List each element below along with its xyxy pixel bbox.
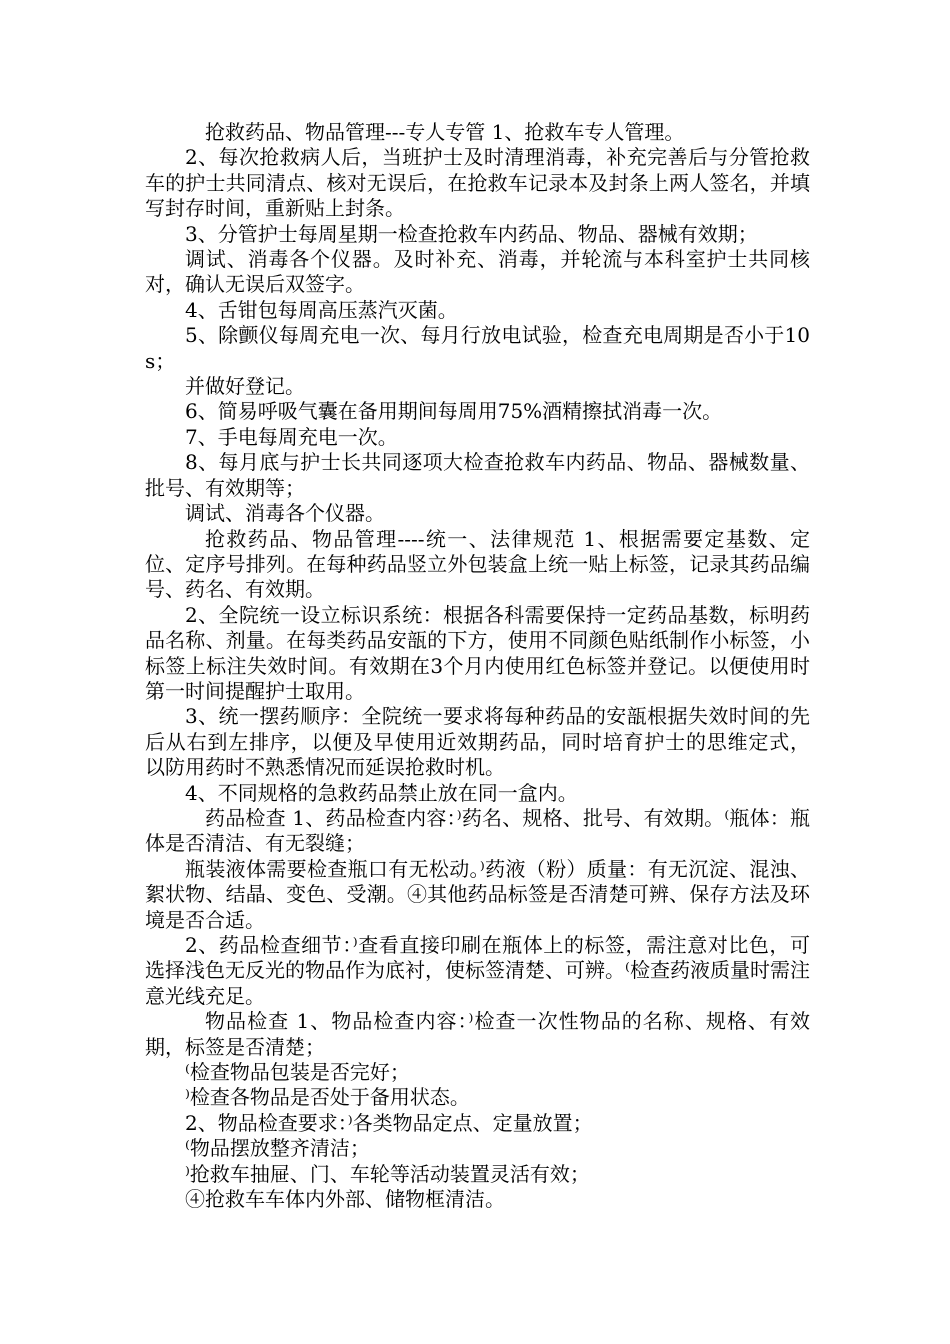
paragraph: ⁽物品摆放整齐清洁； bbox=[185, 1136, 370, 1161]
paragraph: 3、统一摆药顺序：全院统一要求将每种药品的安瓿根据失效时间的先后从右到左排序，以便及早使用近效期药品，同时培育护士的思维定式， 以防用药时不熟悉情况而延误抢救时机。 bbox=[145, 704, 810, 780]
paragraph: 3、分管护士每周星期一检查抢救车内药品、物品、器械有效期； bbox=[185, 221, 758, 246]
paragraph: 8、每月底与护士长共同逐项大检查抢救车内药品、物品、器械数量、批号、有效期等； bbox=[145, 450, 810, 500]
paragraph: 2、物品检查要求：⁾各类物品定点、定量放置； bbox=[185, 1110, 593, 1135]
paragraph: 药品检查 1、药品检查内容：⁾药名、规格、批号、有效期。⁽瓶体：瓶体是否清洁、有无裂缝； bbox=[145, 805, 810, 856]
paragraph: 抢救药品、物品管理---专人专管 1、抢救车专人管理。 bbox=[205, 120, 685, 144]
paragraph: 4、舌钳包每周高压蒸汽灭菌。 bbox=[185, 297, 458, 322]
paragraph: 7、手电每周充电一次。 bbox=[185, 424, 398, 449]
paragraph: ⁾检查各物品是否处于备用状态。 bbox=[185, 1085, 470, 1110]
document-body bbox=[145, 120, 810, 1212]
paragraph: 2、每次抢救病人后，当班护士及时清理消毒，补充完善后与分管抢救车的护士共同清点、核对无误后，在抢救车记录本及封条上两人签名，并填写封存时间，重新贴上封条。 bbox=[145, 145, 810, 221]
paragraph: 6、简易呼吸气囊在备用期间每周用75%酒精擦拭消毒一次。 bbox=[185, 399, 723, 424]
paragraph: ④抢救车车体内外部、储物框清洁。 bbox=[185, 1187, 505, 1212]
paragraph: ⁽检查物品包装是否完好； bbox=[185, 1060, 410, 1085]
paragraph: 瓶装液体需要检查瓶口有无松动。⁾药液（粉）质量：有无沉淀、混浊、絮状物、结晶、变色、受潮。④其他药品标签是否清楚可辨、保存方法及环境是否合适。 bbox=[145, 856, 810, 932]
paragraph: 抢救药品、物品管理----统一、法律规范 1、根据需要定基数、定位、定序号排列。在每种药品竖立外包装盒上统一贴上标签，记录其药品编号、药名、有效期。 bbox=[145, 526, 810, 602]
paragraph: 2、全院统一设立标识系统：根据各科需要保持一定药品基数，标明药品名称、剂量。在每类药品安瓿的下方，使用不同颜色贴纸制作小标签，小标签上标注失效时间。有效期在3个月内使用红色标签并登记。以便使用时第一时间提醒护士取用。 bbox=[145, 602, 810, 703]
paragraph: 并做好登记。 bbox=[185, 374, 305, 399]
paragraph: 调试、消毒各个仪器。及时补充、消毒，并轮流与本科室护士共同核对，确认无误后双签字。 bbox=[145, 247, 810, 297]
paragraph: 4、不同规格的急救药品禁止放在同一盒内。 bbox=[185, 780, 578, 805]
paragraph: ⁾抢救车抽屉、门、车轮等活动装置灵活有效； bbox=[185, 1161, 590, 1186]
paragraph: 2、药品检查细节：⁾查看直接印刷在瓶体上的标签，需注意对比色，可选择浅色无反光的物品作为底衬，使标签清楚、可辨。⁽检查药液质量时需注意光线充足。 bbox=[145, 933, 810, 1008]
paragraph: 物品检查 1、物品检查内容：⁾检查一次性物品的名称、规格、有效期，标签是否清楚； bbox=[145, 1009, 810, 1059]
paragraph: 5、除颤仪每周充电一次、每月行放电试验，检查充电周期是否小于10s； bbox=[145, 323, 810, 373]
paragraph: 调试、消毒各个仪器。 bbox=[185, 501, 385, 526]
